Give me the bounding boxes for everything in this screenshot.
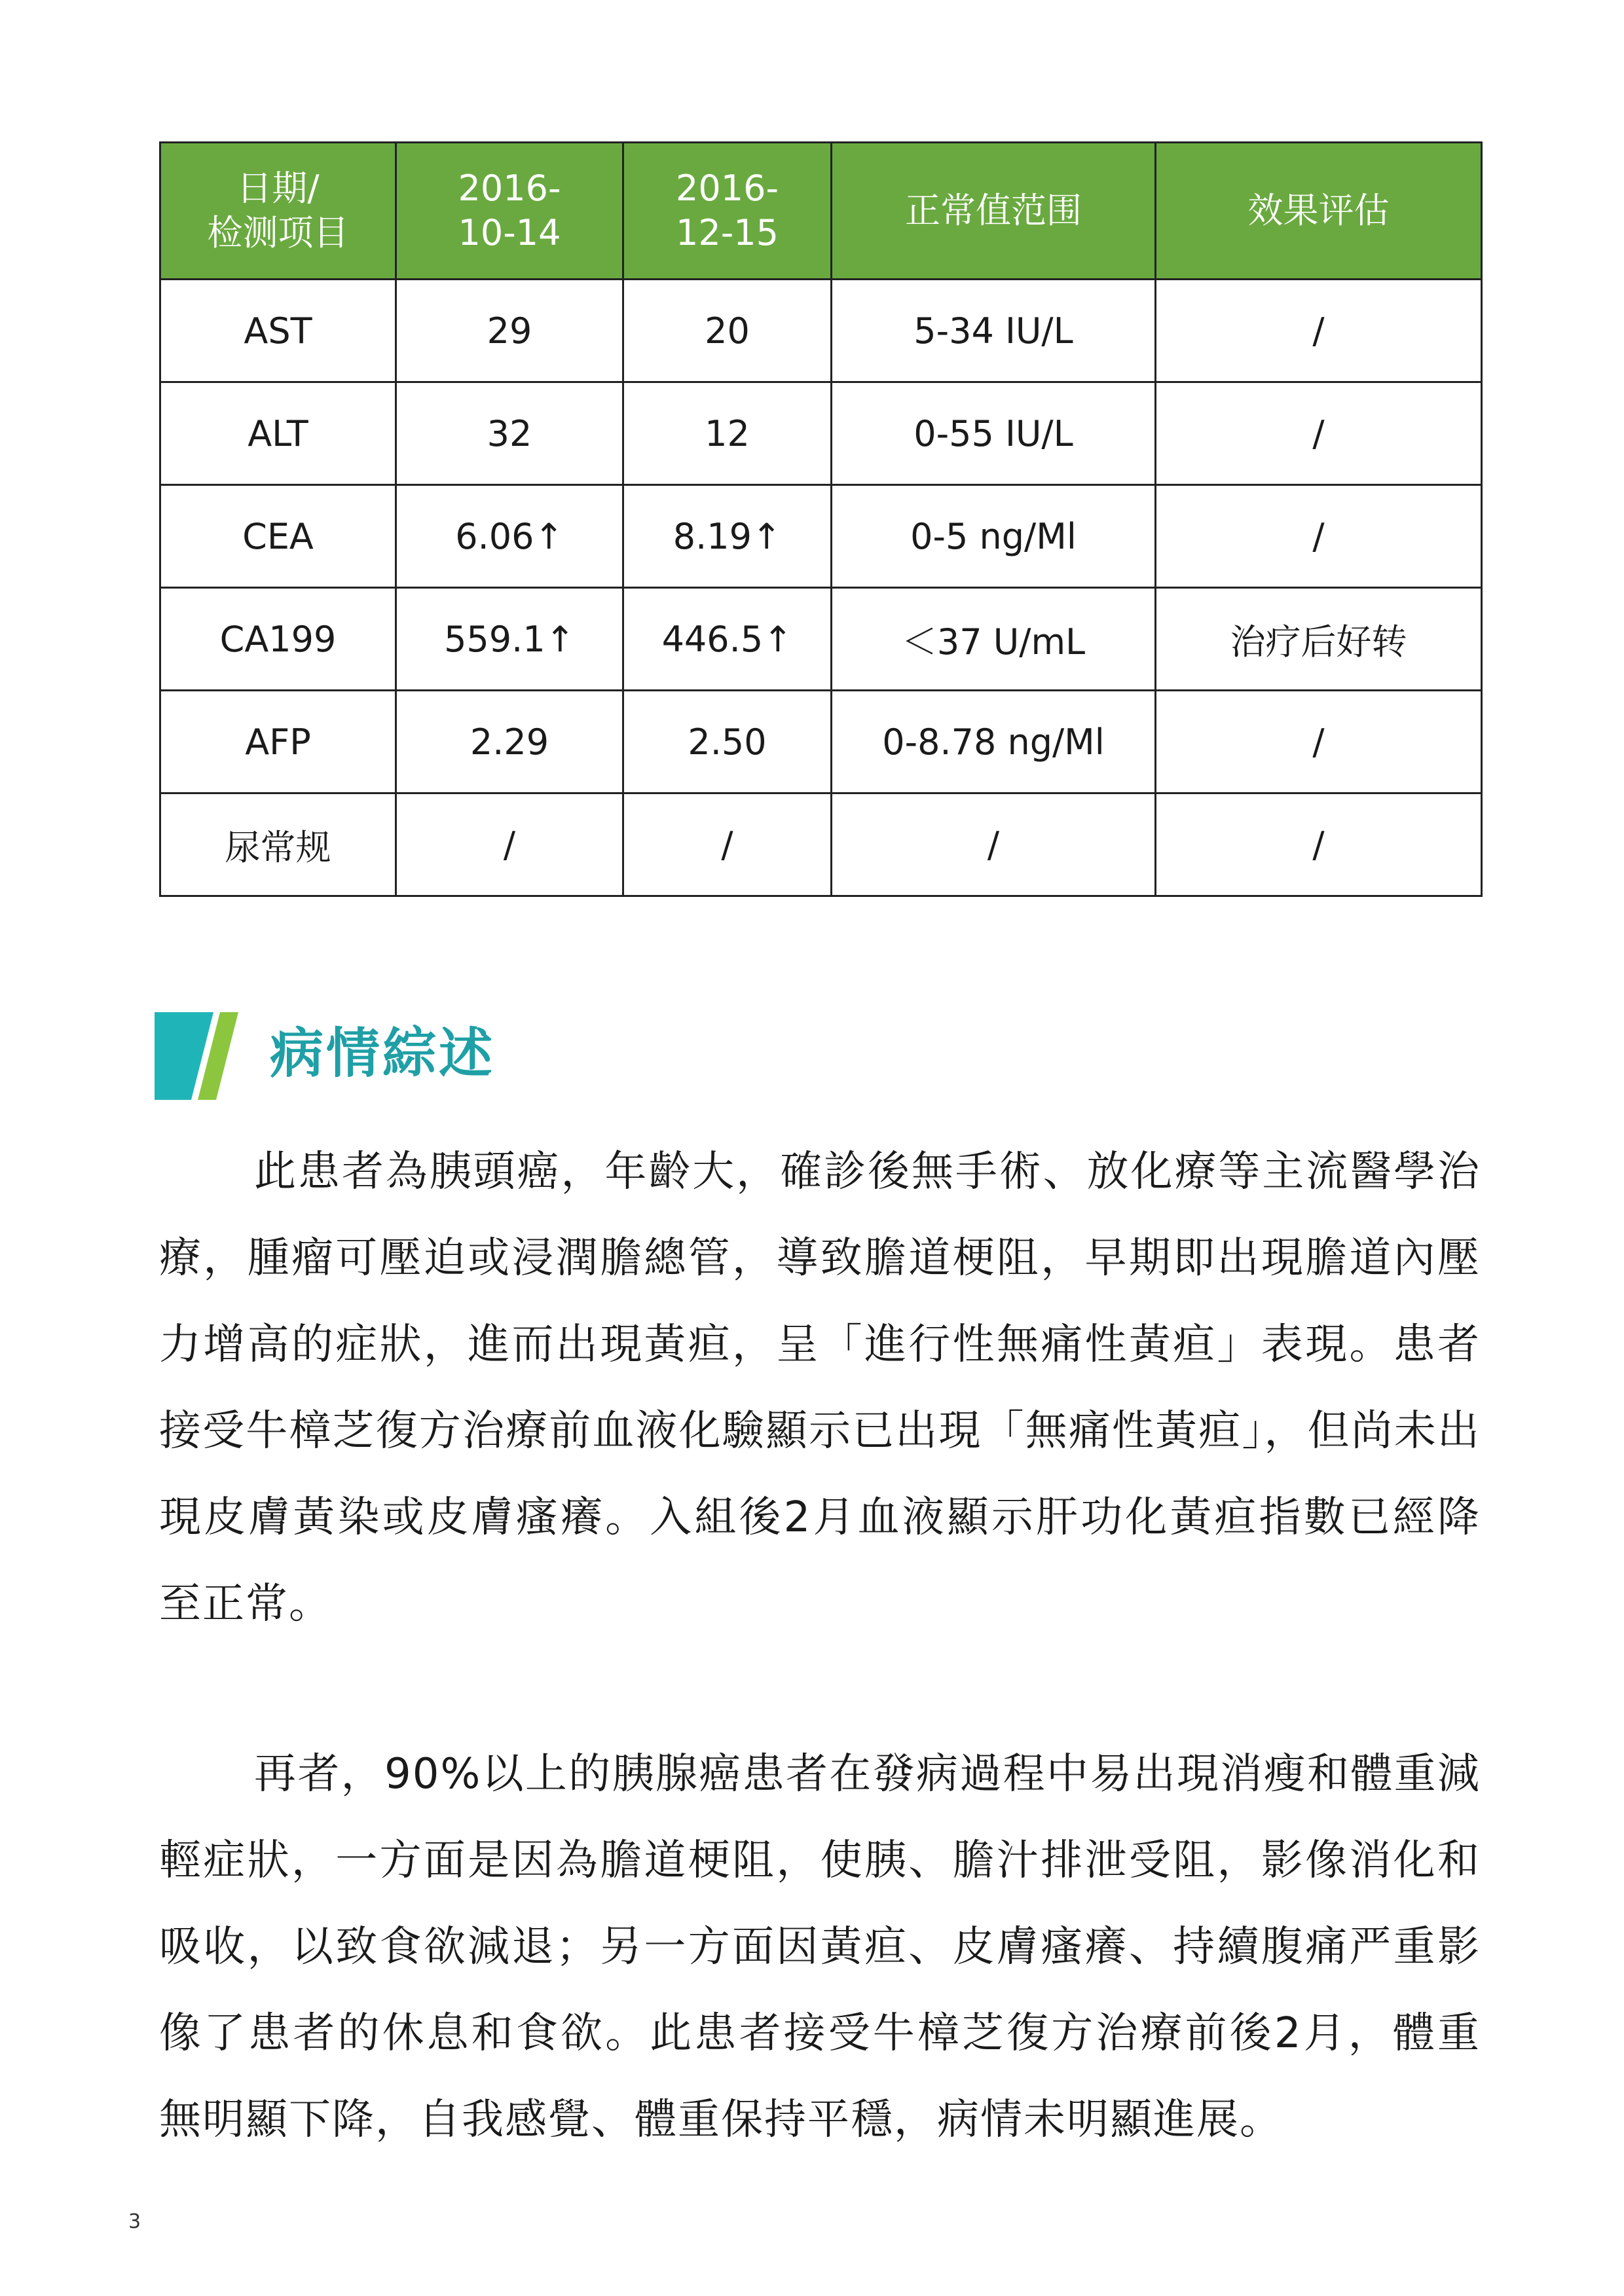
table-row: [160, 793, 1482, 896]
header-item-label: 检测项目: [207, 212, 349, 253]
table-cell: 6.06↑: [396, 485, 623, 588]
header-normal-range-label: 正常值范围: [905, 190, 1082, 231]
table-cell: 0-8.78 ng/Ml: [832, 691, 1156, 793]
table-cell: /: [623, 793, 832, 896]
section-title: 病情綜述: [270, 1023, 496, 1085]
header-evaluation-label: 效果评估: [1247, 190, 1390, 231]
header-date-1-line-2: 10-14: [458, 212, 561, 253]
table-cell: 20: [623, 280, 832, 382]
header-date-item: [160, 143, 396, 280]
table-body: [160, 280, 1482, 896]
lab-results-table: [159, 141, 1483, 897]
table-cell: 2.29: [396, 691, 623, 793]
table-cell: ALT: [160, 382, 396, 485]
table-cell: 0-5 ng/Ml: [832, 485, 1156, 588]
table-row: [160, 382, 1482, 485]
header-date-2: [623, 143, 832, 280]
body-paragraph: 再者，90%以上的胰腺癌患者在發病過程中易出現消瘦和體重減輕症狀，一方面是因為膽道梗阻，使胰、膽汁排泄受阻，影像消化和吸收，以致食欲減退；另一方面因黃疸、皮膚瘙癢、持續腹痛严重影像了患者的休息和食欲。此患者接受牛樟芝復方治療前後2月，體重無明顯下降，自我感覺、體重保持平穩，病情未明顯進展。: [159, 1750, 1481, 2144]
table-row: [160, 485, 1482, 588]
section-accent-icon: [155, 1012, 246, 1100]
table-header: [160, 143, 1482, 280]
table-row: [160, 691, 1482, 793]
table-cell: 治疗后好转: [1156, 588, 1482, 691]
table-cell: 32: [396, 382, 623, 485]
table-cell: 0-55 IU/L: [832, 382, 1156, 485]
table-cell: AST: [160, 280, 396, 382]
header-date-1-line-1: 2016-: [458, 168, 561, 209]
table-cell: 559.1↑: [396, 588, 623, 691]
header-evaluation: [1156, 143, 1482, 280]
header-date-2-line-1: 2016-: [676, 168, 779, 209]
table-cell: AFP: [160, 691, 396, 793]
table-cell: /: [1156, 485, 1482, 588]
table-cell: /: [1156, 691, 1482, 793]
section-heading: [155, 1012, 809, 1100]
table-cell: CEA: [160, 485, 396, 588]
table-cell: 8.19↑: [623, 485, 832, 588]
table-cell: 12: [623, 382, 832, 485]
page-number: 3: [128, 2210, 141, 2233]
table-cell: /: [1156, 793, 1482, 896]
table-cell: /: [832, 793, 1156, 896]
table-header-row: [160, 143, 1482, 280]
table-cell: /: [396, 793, 623, 896]
table-cell: 2.50: [623, 691, 832, 793]
table-cell: ＜37 U/mL: [832, 588, 1156, 691]
table-row: [160, 280, 1482, 382]
table-cell: CA199: [160, 588, 396, 691]
header-date-label: 日期/: [236, 168, 320, 209]
table-cell: 5-34 IU/L: [832, 280, 1156, 382]
table-cell: 446.5↑: [623, 588, 832, 691]
table-cell: 尿常规: [160, 793, 396, 896]
header-date-1: [396, 143, 623, 280]
table-cell: /: [1156, 382, 1482, 485]
table-cell: 29: [396, 280, 623, 382]
header-date-2-line-2: 12-15: [676, 212, 779, 253]
table-cell: /: [1156, 280, 1482, 382]
body-paragraph: 此患者為胰頭癌，年齡大，確診後無手術、放化療等主流醫學治療，腫瘤可壓迫或浸潤膽總管，導致膽道梗阻，早期即出現膽道內壓力增高的症狀，進而出現黃疸，呈「進行性無痛性黃疸」表現。患者接受牛樟芝復方治療前血液化驗顯示已出現「無痛性黃疸」，但尚未出現皮膚黃染或皮膚瘙癢。入組後2月血液顯示肝功化黃疸指數已經降至正常。: [159, 1148, 1481, 1628]
header-normal-range: [832, 143, 1156, 280]
table-row: [160, 588, 1482, 691]
